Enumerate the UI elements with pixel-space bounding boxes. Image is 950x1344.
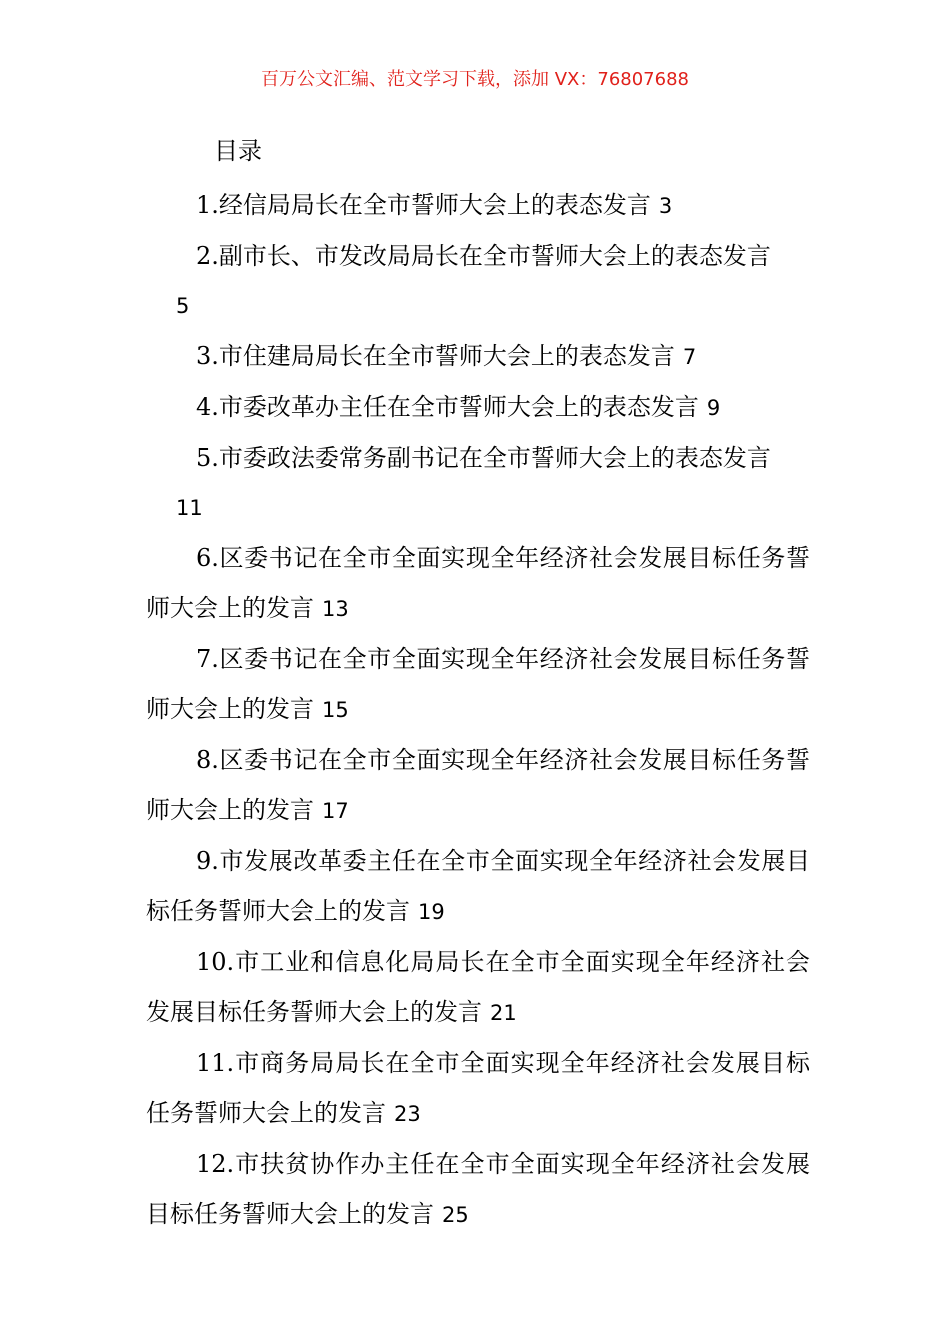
toc-entry-page: 25 (442, 1203, 469, 1227)
toc-entry-label: 1.经信局局长在全市誓师大会上的表态发言 (196, 191, 651, 219)
table-of-contents (146, 180, 810, 1240)
toc-entry-page: 23 (394, 1102, 421, 1126)
toc-entry-page: 5 (176, 294, 190, 318)
toc-entry-label: 7.区委书记在全市全面实现全年经济社会发展目标任务誓师大会上的发言 (146, 645, 810, 723)
toc-entry (146, 231, 810, 331)
toc-entry (146, 180, 810, 231)
toc-entry-page: 13 (322, 597, 349, 621)
toc-entry-page: 19 (418, 900, 445, 924)
toc-entry-page: 11 (176, 496, 203, 520)
toc-entry (146, 735, 810, 836)
toc-entry-page: 15 (322, 698, 349, 722)
toc-entry (146, 1139, 810, 1240)
toc-entry-page: 21 (490, 1001, 517, 1025)
toc-entry-label: 12.市扶贫协作办主任在全市全面实现全年经济社会发展目标任务誓师大会上的发言 (146, 1150, 810, 1228)
download-banner: 百万公文汇编、范文学习下载，添加 VX：76807688 (261, 69, 689, 90)
toc-entry-label: 8.区委书记在全市全面实现全年经济社会发展目标任务誓师大会上的发言 (146, 746, 810, 824)
toc-entry-label: 5.市委政法委常务副书记在全市誓师大会上的表态发言 (196, 444, 771, 472)
toc-entry-label: 2.副市长、市发改局局长在全市誓师大会上的表态发言 (196, 242, 771, 270)
toc-entry (146, 382, 810, 433)
toc-entry (146, 634, 810, 735)
toc-entry (146, 433, 810, 533)
toc-entry-label: 6.区委书记在全市全面实现全年经济社会发展目标任务誓师大会上的发言 (146, 544, 810, 622)
toc-entry-label: 10.市工业和信息化局局长在全市全面实现全年经济社会发展目标任务誓师大会上的发言 (146, 948, 810, 1026)
toc-entry (146, 533, 810, 634)
toc-entry (146, 836, 810, 937)
toc-entry (146, 331, 810, 382)
toc-entry (146, 937, 810, 1038)
toc-entry-page: 17 (322, 799, 349, 823)
toc-entry (146, 1038, 810, 1139)
toc-title: 目录 (214, 137, 262, 165)
toc-entry-page: 9 (706, 396, 721, 420)
toc-entry-page: 3 (658, 194, 673, 218)
toc-entry-label: 3.市住建局局长在全市誓师大会上的表态发言 (196, 342, 675, 370)
toc-entry-page: 7 (682, 345, 697, 369)
toc-entry-label: 11.市商务局局长在全市全面实现全年经济社会发展目标任务誓师大会上的发言 (146, 1049, 810, 1127)
toc-entry-label: 4.市委改革办主任在全市誓师大会上的表态发言 (196, 393, 699, 421)
toc-entry-label: 9.市发展改革委主任在全市全面实现全年经济社会发展目标任务誓师大会上的发言 (146, 847, 810, 925)
